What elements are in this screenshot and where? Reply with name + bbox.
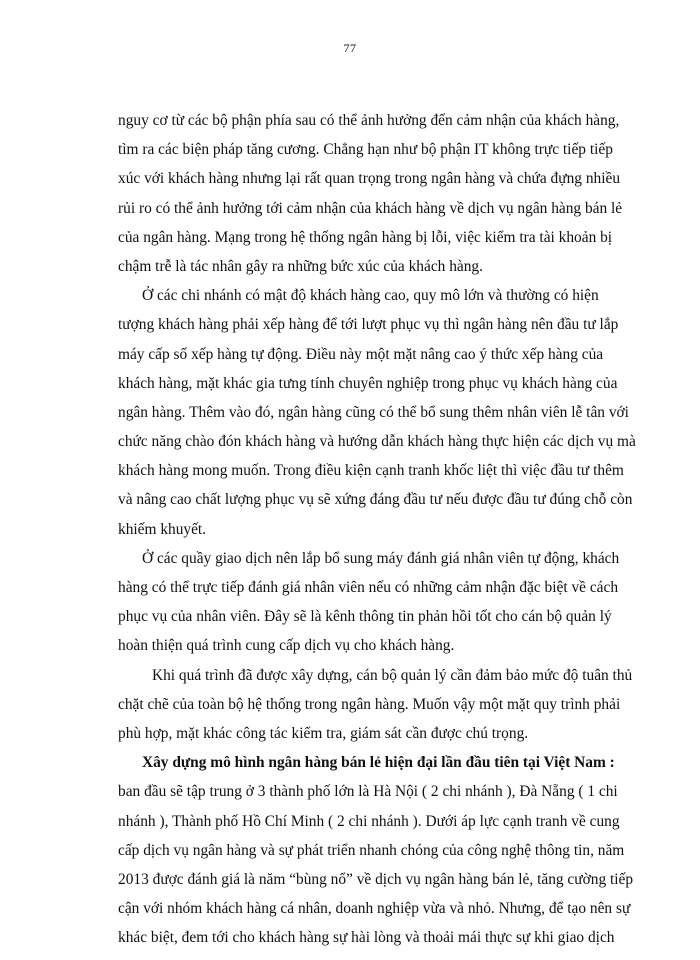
text-line: của ngân hàng. Mạng trong hệ thống ngân hàng bị lỗi, việc kiểm tra tài khoản bị <box>118 228 613 246</box>
text-line: hàng có thể trực tiếp đánh giá nhân viên nếu có những cảm nhận đặc biệt về cách <box>118 579 619 596</box>
section-heading: Xây dựng mô hình ngân hàng bán lẻ hiện đại lần đầu tiên tại Việt Nam : <box>142 754 615 772</box>
text-line: chặt chẽ của toàn bộ hệ thống trong ngân hàng. Muốn vậy một mặt quy trình phải <box>118 695 621 713</box>
text-line: nhánh ), Thành phố Hồ Chí Minh ( 2 chi nhánh ). Dưới áp lực cạnh tranh về cung <box>118 812 620 830</box>
paragraph-5 <box>118 748 634 952</box>
text-line: Khi quá trình đã được xây dựng, cán bộ quản lý cần đảm bảo mức độ tuân thủ <box>152 666 633 684</box>
text-line: chức năng chào đón khách hàng và hướng dẫn khách hàng thực hiện các dịch vụ mà <box>118 433 636 451</box>
text-line: Ở các chi nhánh có mật độ khách hàng cao, quy mô lớn và thường có hiện <box>142 287 599 305</box>
body-text <box>118 106 636 952</box>
text-line: cấp dịch vụ ngân hàng và sự phát triển nhanh chóng của công nghệ thông tin, năm <box>118 841 625 859</box>
text-line: Ở các quầy giao dịch nên lắp bổ sung máy đánh giá nhân viên tự động, khách <box>142 549 620 567</box>
text-line: nguy cơ từ các bộ phận phía sau có thể ảnh hưởng đến cảm nhận của khách hàng, <box>118 112 620 129</box>
paragraph-3 <box>118 544 620 661</box>
text-line: và nâng cao chất lượng phục vụ sẽ xứng đáng đầu tư nếu được đầu tư đúng chỗ còn <box>118 491 633 509</box>
text-line: khiếm khuyết. <box>118 520 207 538</box>
text-line: hoàn thiện quá trình cung cấp dịch vụ cho khách hàng. <box>118 637 455 655</box>
text-line: cận với nhóm khách hàng cá nhân, doanh nghiệp vừa và nhỏ. Nhưng, để tạo nên sự <box>118 900 631 918</box>
text-line: phục vụ của nhân viên. Đây sẽ là kênh thông tin phản hồi tốt cho cán bộ quản lý <box>118 608 612 626</box>
page-number: 77 <box>343 41 357 55</box>
text-line: phù hợp, mặt khác công tác kiểm tra, giám sát cần được chú trọng. <box>118 724 529 742</box>
paragraph-4 <box>118 661 633 749</box>
text-line: chậm trễ là tác nhân gây ra những bức xúc của khách hàng. <box>118 257 483 275</box>
text-line: 2013 được đánh giá là năm “bùng nổ” về dịch vụ ngân hàng bán lẻ, tăng cường tiếp <box>118 870 634 888</box>
text-line: xúc với khách hàng nhưng lại rất quan trọng trong ngân hàng và chứa đựng nhiều <box>118 170 621 188</box>
text-line: khách hàng, mặt khác gia tưng tính chuyên nghiệp trong phục vụ khách hàng của <box>118 374 618 392</box>
paragraph-1 <box>118 106 623 281</box>
text-line: khách hàng mong muốn. Trong điều kiện cạnh tranh khốc liệt thì việc đầu tư thêm <box>118 462 624 480</box>
text-line: ban đầu sẽ tập trung ở 3 thành phố lớn là Hà Nội ( 2 chi nhánh ), Đà Nẵng ( 1 chi <box>118 783 618 801</box>
paragraph-2 <box>118 281 636 544</box>
text-line: tìm ra các biện pháp tăng cương. Chẳng hạn như bộ phận IT không trực tiếp tiếp <box>118 141 613 159</box>
text-line: máy cấp số xếp hàng tự động. Điều này một mặt nâng cao ý thức xếp hàng của <box>118 345 604 363</box>
text-line: rủi ro có thể ảnh hưởng tới cảm nhận của khách hàng về dịch vụ ngân hàng bán lẻ <box>118 199 623 217</box>
text-line: tượng khách hàng phải xếp hàng để tới lượt phục vụ thì ngân hàng nên đầu tư lắp <box>118 316 619 334</box>
text-line: ngân hàng. Thêm vào đó, ngân hàng cũng có thể bổ sung thêm nhân viên lễ tân với <box>118 403 629 421</box>
text-line: khác biệt, đem tới cho khách hàng sự hài lòng và thoải mái thực sự khi giao dịch <box>118 929 615 947</box>
